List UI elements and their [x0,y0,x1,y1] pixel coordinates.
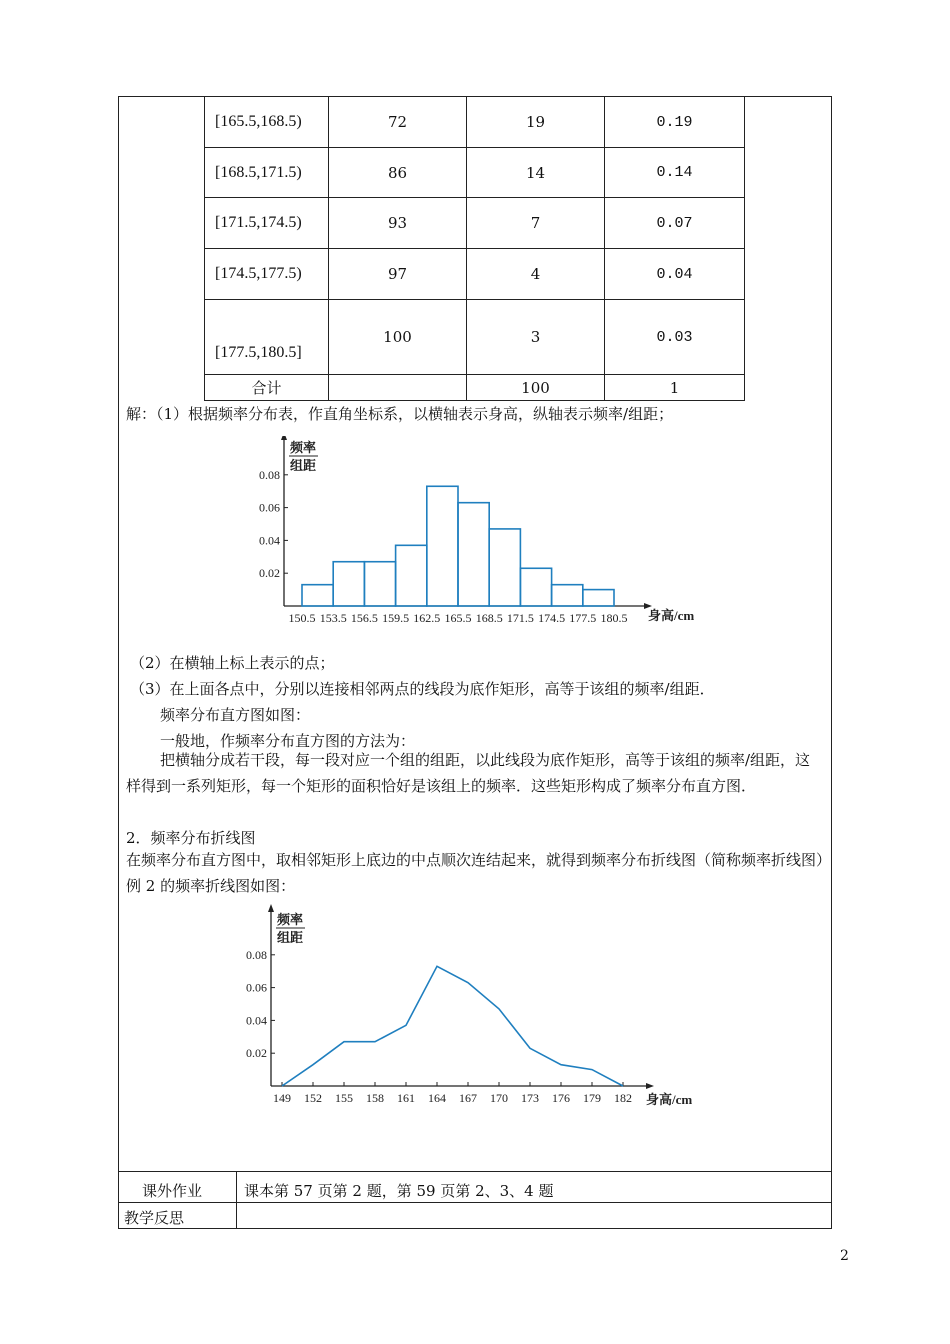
x-tick-label: 168.5 [475,611,503,625]
total-count-cell: 100 [467,375,605,401]
y-axis-label-bottom: 组距 [277,930,304,945]
y-axis-label-bottom: 组距 [290,458,317,473]
count-cell: 4 [467,249,605,300]
x-tick-label: 158 [366,1091,384,1105]
interval-cell: [177.5,180.5] [205,300,329,375]
histogram-bar [333,562,364,606]
x-tick-label: 176 [552,1091,570,1105]
histogram-bar [583,590,614,606]
solution-step-1: 解：（1）根据频率分布表，作直角坐标系，以横轴表示身高，纵轴表示频率/组距； [126,405,674,423]
total-frequency-cell: 1 [605,375,745,401]
x-axis-label: 身高/cm [648,608,695,623]
method-body: 把横轴分成若干段，每一段对应一个组的组距，以此线段为底作矩形，高等于该组的频率/组距，这样得到一系列矩形，每一个矩形的面积恰好是该组上的频率．这些矩形构成了频率分布直方图． [126,751,811,795]
x-tick-label: 152 [304,1091,322,1105]
method-intro: 一般地，作频率分布直方图的方法为： [160,732,416,750]
reflection-label: 教学反思 [124,1209,185,1227]
homework-text: 课本第 57 页第 2 题，第 59 页第 2、3、4 题 [244,1182,554,1200]
solution-step-2: （2）在横轴上标上表示的点； [130,654,335,672]
polygon-description: 在频率分布直方图中，取相邻矩形上底边的中点顺次连结起来，就得到频率分布折线图（简称频率折线图）例 2 的频率折线图如图： [126,851,824,895]
x-tick-label: 164 [428,1091,446,1105]
solution-step-3: （3）在上面各点中，分别以连接相邻两点的线段为底作矩形，高等于该组的频率/组距． [130,680,715,698]
histogram-bar [302,585,333,606]
y-axis-arrow [281,436,287,440]
x-tick-label: 182 [614,1091,632,1105]
total-label-cell: 合计 [205,375,329,401]
x-axis-arrow [646,1083,654,1089]
total-cumulative-cell [329,375,467,401]
count-cell: 3 [467,300,605,375]
count-cell: 19 [467,97,605,148]
count-cell: 14 [467,148,605,198]
cumulative-cell: 72 [329,97,467,148]
x-tick-label: 161 [397,1091,415,1105]
table-row [205,97,745,148]
x-tick-label: 167 [459,1091,477,1105]
footer-column-divider [236,1171,237,1229]
histogram-caption: 频率分布直方图如图： [160,706,311,724]
histogram-bar [520,568,551,606]
x-tick-label: 170 [490,1091,508,1105]
y-axis-label-top: 频率 [277,912,304,927]
x-tick-label: 150.5 [288,611,316,625]
cumulative-cell: 86 [329,148,467,198]
table-row [205,249,745,300]
footer-divider-top [118,1171,832,1172]
table-row [205,198,745,249]
cumulative-cell: 100 [329,300,467,375]
frequency-polygon-line [282,966,623,1086]
table-row [205,148,745,198]
x-axis-label: 身高/cm [646,1092,693,1107]
x-tick-label: 180.5 [600,611,628,625]
histogram-bar [396,545,427,606]
y-tick-label: 0.06 [246,980,267,995]
x-tick-label: 165.5 [444,611,472,625]
frequency-cell: 0.03 [605,300,745,375]
frequency-cell: 0.14 [605,148,745,198]
frequency-cell: 0.04 [605,249,745,300]
interval-cell: [165.5,168.5) [205,97,329,148]
x-tick-label: 174.5 [538,611,566,625]
x-tick-label: 179 [583,1091,601,1105]
x-tick-label: 162.5 [413,611,441,625]
x-tick-label: 153.5 [319,611,347,625]
interval-cell: [174.5,177.5) [205,249,329,300]
homework-label: 课外作业 [142,1182,203,1200]
y-axis-arrow [268,904,274,912]
table-row [205,300,745,375]
histogram-bar [364,562,395,606]
y-tick-label: 0.08 [259,467,280,482]
frequency-table [204,96,745,401]
x-tick-label: 155 [335,1091,353,1105]
table-total-row [205,375,745,401]
page-number: 2 [840,1248,849,1264]
y-tick-label: 0.02 [259,566,280,581]
y-tick-label: 0.04 [259,533,280,548]
cumulative-cell: 97 [329,249,467,300]
histogram-bar [458,503,489,606]
interval-cell: [168.5,171.5) [205,148,329,198]
frequency-histogram [246,436,706,628]
x-tick-label: 171.5 [506,611,534,625]
x-tick-label: 173 [521,1091,539,1105]
footer-divider-middle [118,1202,832,1203]
section-heading-polygon: 2．频率分布折线图 [126,829,256,847]
y-tick-label: 0.06 [259,500,280,515]
count-cell: 7 [467,198,605,249]
x-tick-label: 159.5 [382,611,410,625]
histogram-bar [489,529,520,606]
frequency-polygon [238,904,718,1110]
y-tick-label: 0.08 [246,947,267,962]
y-axis-label-top: 频率 [290,440,317,455]
frequency-cell: 0.19 [605,97,745,148]
cumulative-cell: 93 [329,198,467,249]
x-tick-label: 149 [273,1091,291,1105]
histogram-bar [552,585,583,606]
x-tick-label: 156.5 [350,611,378,625]
histogram-bar [427,486,458,606]
interval-cell: [171.5,174.5) [205,198,329,249]
y-tick-label: 0.04 [246,1013,267,1028]
frequency-cell: 0.07 [605,198,745,249]
y-tick-label: 0.02 [246,1046,267,1061]
x-tick-label: 177.5 [569,611,597,625]
